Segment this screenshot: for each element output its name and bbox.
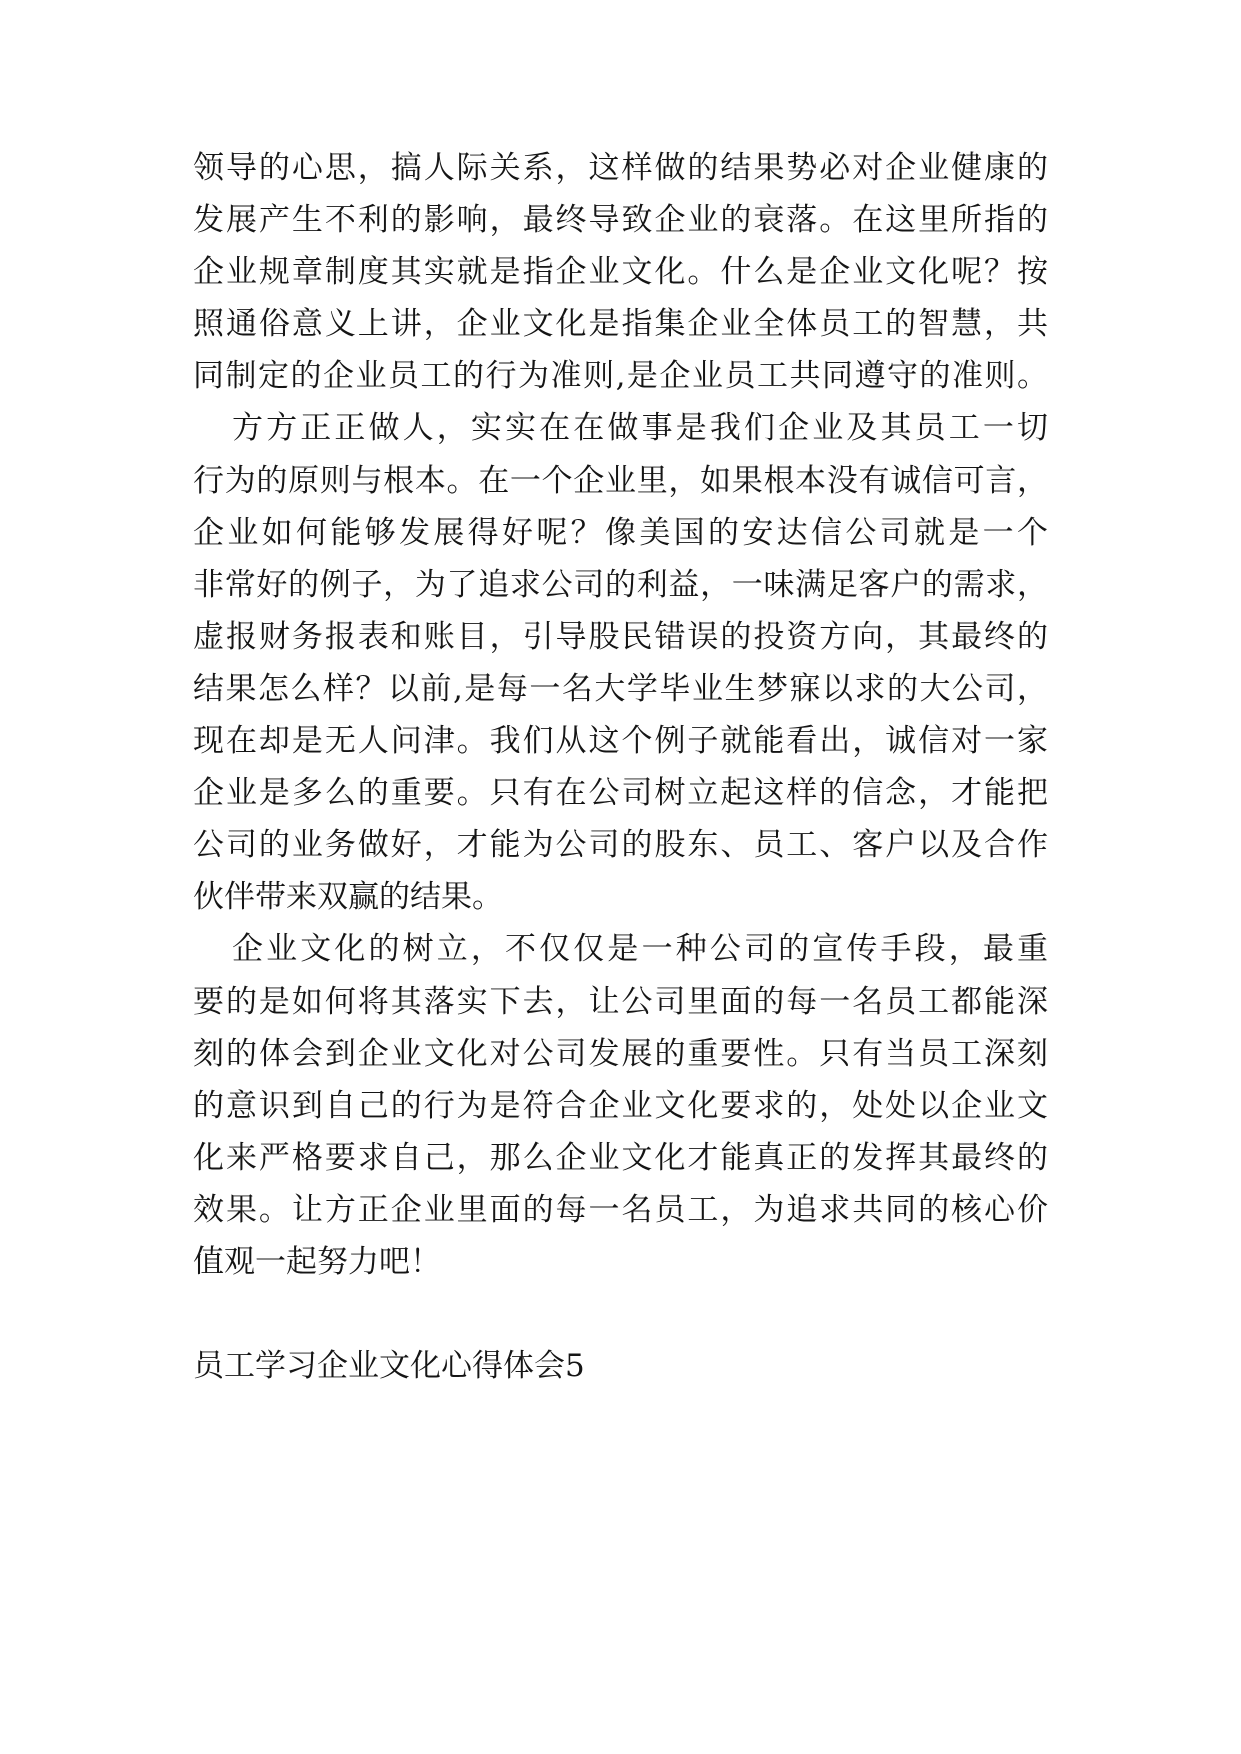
text-line: 值观一起努力吧！ <box>193 1243 441 1280</box>
text-line: 的意识到自己的行为是符合企业文化要求的，处处以企业文 <box>193 1087 1048 1124</box>
paragraph-1 <box>193 142 1048 402</box>
text-line: 照通俗意义上讲，企业文化是指集企业全体员工的智慧，共 <box>193 306 1048 343</box>
text-line: 要的是如何将其落实下去，让公司里面的每一名员工都能深 <box>193 983 1048 1020</box>
text-line: 刻的体会到企业文化对公司发展的重要性。只有当员工深刻 <box>193 1035 1048 1072</box>
text-line: 虚报财务报表和账目，引导股民错误的投资方向，其最终的 <box>193 618 1048 655</box>
text-line: 效果。让方正企业里面的每一名员工，为追求共同的核心价 <box>193 1191 1048 1228</box>
text-line: 伙伴带来双赢的结果。 <box>193 879 503 916</box>
text-line: 同制定的企业员工的行为准则,是企业员工共同遵守的准则。 <box>193 358 1048 395</box>
text-line: 发展产生不利的影响，最终导致企业的衰落。在这里所指的 <box>193 202 1048 239</box>
section-heading: 员工学习企业文化心得体会5 <box>193 1348 585 1385</box>
text-line: 行为的原则与根本。在一个企业里，如果根本没有诚信可言， <box>193 462 1048 499</box>
text-line: 非常好的例子，为了追求公司的利益，一味满足客户的需求， <box>193 566 1048 603</box>
document-page <box>193 142 1048 1392</box>
text-line: 企业文化的树立，不仅仅是一种公司的宣传手段，最重 <box>232 931 1048 968</box>
paragraph-3 <box>193 923 1048 1288</box>
paragraph-2 <box>193 402 1048 923</box>
text-line: 企业如何能够发展得好呢？像美国的安达信公司就是一个 <box>193 514 1048 551</box>
text-line: 现在却是无人问津。我们从这个例子就能看出，诚信对一家 <box>193 723 1048 760</box>
text-line: 企业是多么的重要。只有在公司树立起这样的信念，才能把 <box>193 775 1048 812</box>
text-line: 化来严格要求自己，那么企业文化才能真正的发挥其最终的 <box>193 1139 1048 1176</box>
text-line: 结果怎么样？以前,是每一名大学毕业生梦寐以求的大公司， <box>193 670 1048 707</box>
text-line: 公司的业务做好，才能为公司的股东、员工、客户以及合作 <box>193 827 1048 864</box>
text-line: 方方正正做人，实实在在做事是我们企业及其员工一切 <box>232 410 1048 447</box>
text-line: 企业规章制度其实就是指企业文化。什么是企业文化呢？按 <box>193 254 1048 291</box>
text-line: 领导的心思，搞人际关系，这样做的结果势必对企业健康的 <box>193 150 1048 186</box>
